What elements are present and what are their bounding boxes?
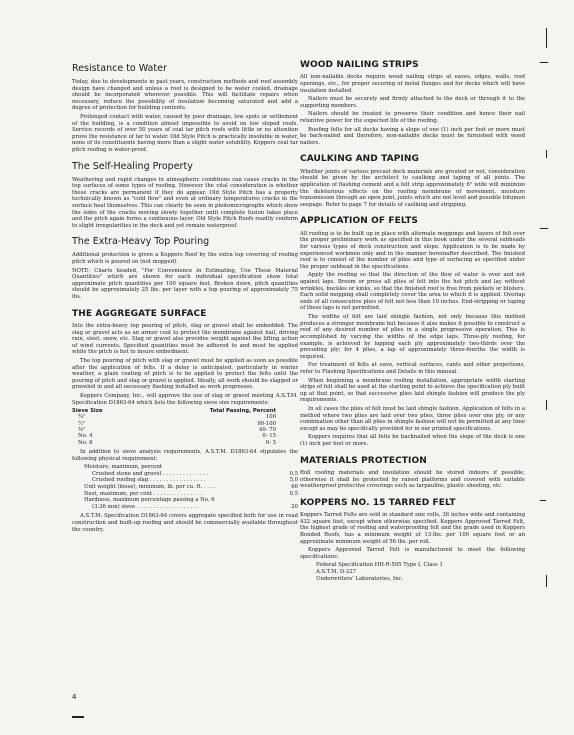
requirement-value: 0.5 [289,490,298,497]
requirement-value: 0.5 [289,470,298,477]
paragraph: For treatment of felts at eave, vertical surfaces, cants and other projections, refer to Flashing Specifications and Details in this manual. [300,362,525,375]
heading-self-healing: The Self-Healing Property [72,160,193,172]
table-cell: 0- 5 [265,439,276,446]
paragraph: In all cases the plies of felt must be laid shingle fashion. Application of felts in a method where two plies are laid over two plies, three plies over one ply, or any combination other than all plies in shingle fashion will not be permitted at any time except as may be specifically provided for in our printed specifications. [300,406,525,432]
paragraph: Koppers Company, Inc., will approve the use of slag or gravel meeting A.S.T.M. Specification D1863-64 which lists the following sieve size requirements: [72,393,298,406]
paragraph: Koppers requires that all felts be backnailed when the slope of the deck is one (1) inch per foot or more. [300,434,525,448]
list-item: Federal Specification HH-R-595 Type I, Class 1 [316,562,443,569]
edge-mark [72,716,84,718]
column-header: Total Passing, Percent [209,408,276,415]
specification-list [316,562,525,582]
edge-mark [546,150,547,158]
table-cell: 40- 70 [259,426,276,433]
paragraph: The widths of felt are laid shingle fashion, not only because this method produces a stronger membrane but because it also makes it possible to construct a roof of any desired number of plies in a single progressive operation. This is accomplished by varying the widths of the edge laps. Three-ply roofing, for example, is achieved by lapping each ply approximately two-thirds over the preceding ply; for 4 plies, a lap of approximately three-fourths the width is required. [300,314,525,360]
requirement-label: Crushed roofing slag . . . . . . . . . . . . . . . . . [92,477,206,484]
page-number: 4 [72,693,77,701]
paragraph: Roll roofing materials and insulation should be stored indoors if possible, otherwise it shall be protected by raised platforms and covered with suitable weatherproof protective coverings such as tarpaulins, plastic sheeting, etc. [300,470,525,490]
heading-resistance-to-water: Resistance to Water [72,63,167,74]
column-header: Sieve Size [72,408,103,415]
requirement-label: (3.36 mm) sieve . . . . . . . . . . . . . . . . . . . [92,503,199,510]
requirement-label: Dust, maximum, per cent . . . . . . . . . . . . . . . [84,490,203,497]
heading-top-pouring: The Extra-Heavy Top Pouring [72,236,210,248]
edge-mark [546,28,547,48]
edge-mark [540,500,546,501]
paragraph: When beginning a membrane roofing installation, appropriate width starting strips of felt shall be used at the starting point to achieve the specification ply built up at that point, so that successive plies laid shingle fashion will produce the ply requirements. [300,377,525,404]
paragraph: Nailers should be treated to preserve their condition and hence their nail retentive power for the expected life of the roofing. [300,111,525,124]
edge-mark [540,228,548,229]
list-item [84,497,298,504]
sieve-size-table [72,408,298,446]
paragraph: Koppers Approved Tarred Felt is manufactured to meet the following specifications: [300,547,525,560]
heading-wood-nailing-strips: WOOD NAILING STRIPS [300,60,419,70]
list-item: A.S.T.M. D-227 [316,569,357,576]
right-column [300,56,525,584]
paragraph: All non-nailable decks require wood nailing strips at eaves, edges, walls, roof openings, etc., for proper securing of metal flanges and for decks which will have insulation installed. [300,74,525,94]
paragraph: Weathering and rapid changes in atmospheric conditions can cause cracks in the top surfaces of some types of roofing. However the vital consideration is whether these cracks are permanent if they do appear. Old Style Pitch has a property technically known as "cold flow" and even at ordinary temperatures cracks in the surface heal themselves. This can clearly be seen in photomicrographs which show the sides of the cracks moving slowly together until complete fusion takes place and the pitch again forms a continuous layer. Old Style Pitch Roofs readily conform to slight irregularities in the deck and yet remain waterproof. [72,176,298,229]
edge-mark [546,400,547,410]
heading-caulking-and-taping: CAULKING AND TAPING [300,154,419,165]
table-cell: No. 4 [78,433,93,440]
list-item [84,491,298,498]
list-item [84,504,298,511]
paragraph: Into the extra-heavy top pouring of pitch, slag or gravel shall be embedded. The slag or gravel acts as an armor coat to protect the membrane against hail, driving rain, sleet, snow, etc. Slag or gravel also provides weight against the lifting action of wind currents. Specified quantities must be adhered to and must be applied while the pitch is hot to insure embedment. [72,322,298,356]
table-cell: ¾" [78,414,86,421]
physical-requirements-list [84,464,298,510]
paragraph: NOTE: Charts headed, "For Convenience in Estimating, Use These Material Quantities" which are shown for each individual specification show total approximate pitch quantities per 100 square feet. Broken down, pitch quantities should be approximately 25 lbs. per layer with a top pouring of approximately 75 lbs. [72,267,298,300]
list-item [84,484,298,491]
paragraph: The top pouring of pitch with slag or gravel must be applied as soon as possible after the application of felts. If a delay is anticipated, particularly in winter weather, a glaze coating of pitch is to be applied to protect the felts until the pouring of pitch and slag or gravel is applied. Ideally, all work should be slagged or graveled in and all necessary flashing installed as work progresses. [72,358,298,391]
requirement-label: Unit weight (loose), minimum, lb. per cu. ft. . . . . [84,484,216,491]
paragraph: A.S.T.M. Specification D1863-64 covers aggregate specified both for use in road construction and built-up roofing and should be commercially available throughout the country. [72,513,298,533]
table-cell: ⅜" [78,426,86,433]
paragraph: Prolonged contact with water, caused by poor drainage, low spots or settlement of the building, is a condition almost impossible to avoid on low sloped roofs. Service records of over 50 years of coal tar pitch roofs with little or no attention prove the resistance of tar to water. Old Style Pitch is practically insoluble in water, none of its constituents having more than a slight water solubility. Koppers coal tar pitch roofing is water-proof. [72,113,298,154]
requirement-value: 5.0 [289,477,298,484]
edge-mark [540,62,548,63]
requirement-value: 60 [291,484,298,491]
table-cell: 100 [265,414,276,421]
paragraph: Whether joints of various precast deck materials are grouted or not, consideration should be given by the architect to caulking and taping of all joints. The application of flashing cement and a felt strip approximately 6" wide will minimize the deleterious effects on the roofing membrane of movement, moisture transmission through an open joint, joints which are not level and possible bitumen seepage. Refer to page 7 for details of caulking and stripping. [300,168,525,208]
heading-materials-protection: MATERIALS PROTECTION [300,455,427,466]
heading-koppers-tarred-felt: KOPPERS NO. 15 TARRED FELT [300,497,456,508]
table-cell: 90-100 [257,420,276,427]
left-column [72,56,298,535]
requirement-label: Crushed stone and gravel . . . . . . . . . . . . . . [92,470,209,477]
list-item [84,471,298,478]
paragraph: All roofing is to be built up in place with alternate moppings and layers of felt over the proper preliminary work as specified in this book under the several subheads for various types of deck construction and slope. Application is to be made by experienced workmen only and in the manner hereinafter described. The finished roof is to consist of the number of plies and type of surfacing as specified under the proper subhead in the specifications. [300,230,525,270]
list-item [84,464,298,471]
list-item: Underwriters' Laboratories, Inc. [316,575,404,582]
paragraph: Today, due to developments in past years, construction methods and roof assembly design have changed and unless a roof is designed to be water cooled, drainage should be incorporated wherever possible. This will facilitate repairs when necessary, reduce the possibility of insulation becoming saturated and add a degree of protection for building contents. [72,78,298,112]
table-row [72,440,298,446]
requirement-label: Moisture, maximum, percent [84,464,162,471]
table-cell: 0- 15 [262,433,276,440]
heading-aggregate-surface: THE AGGREGATE SURFACE [72,308,207,319]
paragraph: Apply the roofing so that the direction of the flow of water is over and not against laps. Broom or press all plies of felt into the hot pitch and lay without wrinkles, buckles or kinks, so that the finished roof is free from pockets or blisters. Each solid mopping shall completely cover the area to which it is applied. Overlap ends of all consecutive plies of felt not less than 10 inches. End-stripping or taping of these laps is not permitted. [300,272,525,312]
table-cell: ½" [78,420,86,427]
paragraph: Koppers Tarred Felts are sold in standard size rolls, 36 inches wide and containing 432 square feet, except when otherwise specified. Koppers Approved Tarred Felt, the highest grade of roofing and waterproofing felt and the grade used in Koppers Bonded Roofs, has a minimum weight of 13-lbs. per 100 square feet or an approximate minimum weight of 56 lbs. per roll. [300,512,525,545]
paragraph: In addition to sieve analysis requirements, A.S.T.M. D1863-64 stipulates the following physical requirement: [72,448,298,462]
table-cell: No. 8 [78,439,93,446]
edge-mark [546,575,547,587]
requirement-value: 20 [291,503,298,510]
paragraph: Roofing felts for all decks having a slope of one (1) inch per foot or more must be back-nailed and therefore, non-nailable decks must be furnished with wood nailers. [300,126,525,146]
requirement-label: Hardness, maximum percentage passing a No. 6 [84,497,215,504]
heading-application-of-felts: APPLICATION OF FELTS [300,216,419,227]
paragraph: Nailers must be securely and firmly attached to the deck or through it to the supporting members. [300,96,525,109]
paragraph: Additional protection is given a Koppers Roof by the extra top covering of roofing pitch which is poured on (not mopped). [72,252,298,265]
